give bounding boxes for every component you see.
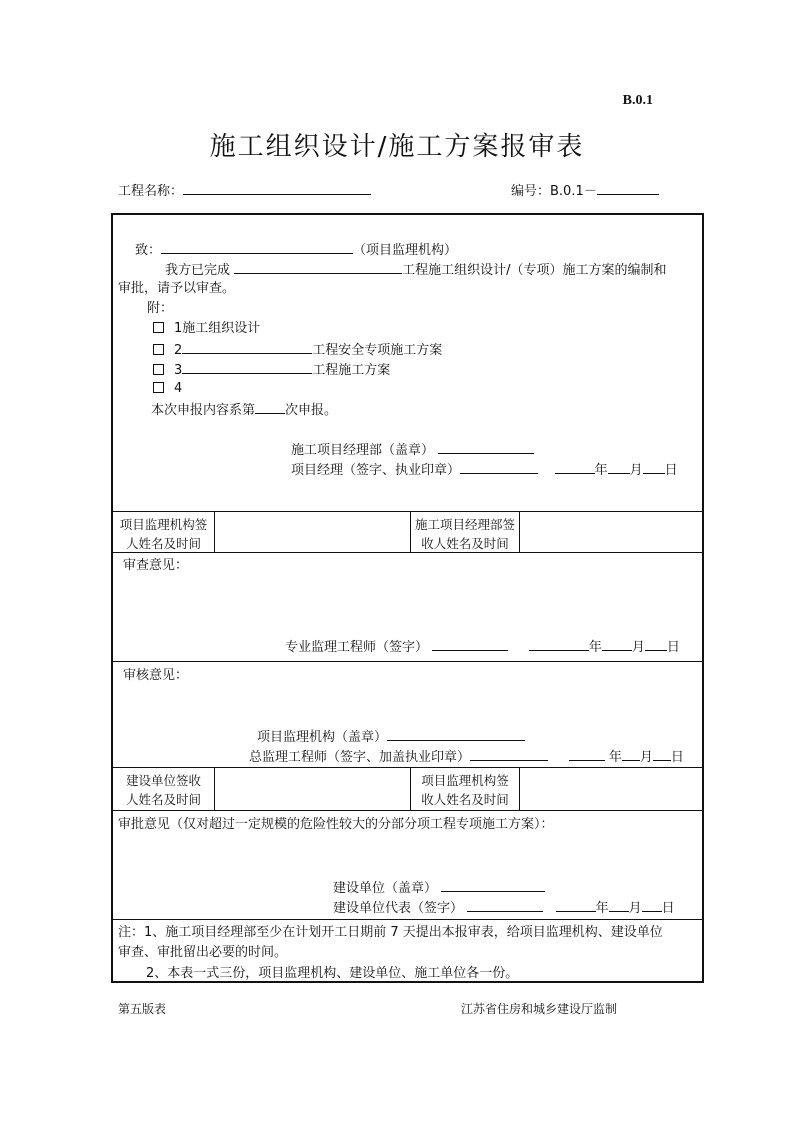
- pm-sign-field[interactable]: [460, 461, 538, 474]
- to-suffix: （项目监理机构）: [353, 243, 458, 258]
- contractor-seal-field[interactable]: [438, 441, 534, 454]
- date-year-field[interactable]: [529, 638, 589, 651]
- attachment-text: 工程安全专项施工方案: [312, 343, 443, 358]
- label-line: 施工项目经理部签: [414, 517, 515, 532]
- checkbox[interactable]: [153, 382, 164, 393]
- owner-rep-label: 建设单位代表（签字）: [333, 901, 464, 916]
- contractor-dept-row: [291, 441, 534, 459]
- month-label: 月: [628, 901, 642, 916]
- supervision-org-label: 项目监理机构（盖章）: [257, 730, 388, 745]
- serial-field[interactable]: [597, 182, 659, 195]
- divider: [113, 810, 702, 811]
- divider: [113, 552, 702, 553]
- checkbox[interactable]: [153, 322, 164, 333]
- attachment-2-field[interactable]: [182, 341, 312, 354]
- project-name-row: [118, 180, 371, 199]
- divider: [113, 661, 702, 662]
- date-year-field[interactable]: [555, 461, 595, 474]
- attachment-4: [153, 381, 182, 397]
- year-label: 年: [588, 640, 602, 655]
- date-year-field[interactable]: [556, 899, 596, 912]
- owner-seal-row: [333, 879, 545, 897]
- attachment-1: [153, 321, 260, 337]
- form-code: B.0.1: [622, 93, 653, 108]
- label-line: 人姓名及时间: [125, 792, 201, 807]
- owner-rep-row: [333, 899, 675, 917]
- attachment-number: 1: [174, 321, 183, 336]
- review-sign-row: [285, 638, 680, 656]
- attachment-3-field[interactable]: [182, 361, 312, 374]
- supervision-receiver-label-2: [411, 771, 519, 809]
- date-month-field[interactable]: [602, 638, 632, 651]
- month-label: 月: [631, 640, 645, 655]
- date-month-field[interactable]: [622, 748, 640, 761]
- project-name-field[interactable]: [183, 182, 371, 195]
- divider: [113, 767, 702, 768]
- pm-sign-label: 项目经理（签字、执业印章）: [291, 463, 461, 478]
- submission-row: [151, 401, 337, 419]
- divider: [214, 767, 215, 810]
- completed-prefix: 我方已完成: [165, 263, 231, 278]
- label-line: 收人姓名及时间: [421, 536, 509, 551]
- divider: [113, 511, 702, 512]
- date-month-field[interactable]: [609, 899, 629, 912]
- attachment-3: [153, 361, 390, 379]
- label-line: 建设单位签收: [125, 773, 201, 788]
- label-line: 项目监理机构签: [119, 517, 208, 532]
- label-line: 项目监理机构签: [421, 773, 509, 788]
- note-1: 注：1、施工项目经理部至少在计划开工日期前 7 天提出本报审表，给项目监理机构、建设单位: [118, 925, 663, 940]
- attachment-number: 3: [174, 363, 183, 378]
- to-row: [135, 241, 457, 259]
- attachment-text: 施工组织设计: [182, 321, 261, 336]
- review-label: 审查意见：: [123, 558, 189, 573]
- contractor-dept-label: 施工项目经理部（盖章）: [291, 443, 435, 458]
- label-line: 收人姓名及时间: [421, 792, 509, 807]
- submission-suffix: 次申报。: [285, 403, 338, 418]
- supervision-seal-field[interactable]: [387, 728, 525, 741]
- divider: [214, 511, 215, 552]
- supervision-receiver-label: [113, 515, 214, 553]
- contractor-receiver-label: [411, 515, 519, 553]
- divider: [113, 919, 702, 920]
- label-line: 人姓名及时间: [125, 536, 201, 551]
- footer-right: 江苏省住房和城乡建设厅监制: [461, 1002, 618, 1016]
- completed-field[interactable]: [234, 261, 402, 274]
- owner-seal-field[interactable]: [441, 879, 545, 892]
- year-label: 年: [595, 901, 609, 916]
- checkbox[interactable]: [153, 364, 164, 375]
- month-label: 月: [629, 463, 643, 478]
- chief-engineer-label: 总监理工程师（签字、加盖执业印章）: [249, 750, 471, 765]
- completed-suffix: 工程施工组织设计/（专项）施工方案的编制和: [402, 263, 667, 278]
- chief-engineer-row: [249, 748, 684, 766]
- form-table: [111, 213, 704, 983]
- completed-row: [165, 261, 667, 279]
- attachment-text: 工程施工方案: [312, 363, 391, 378]
- day-label: 日: [666, 640, 680, 655]
- owner-seal-label: 建设单位（盖章）: [333, 881, 438, 896]
- month-label: 月: [639, 750, 653, 765]
- date-day-field[interactable]: [645, 638, 667, 651]
- day-label: 日: [661, 901, 675, 916]
- serial-row: [511, 180, 659, 199]
- day-label: 日: [670, 750, 684, 765]
- review-sign-field[interactable]: [432, 638, 508, 651]
- to-field[interactable]: [161, 241, 353, 254]
- note-1-cont: 审查、审批留出必要的时间。: [118, 945, 288, 960]
- footer-left: 第五版表: [118, 1002, 167, 1016]
- owner-rep-field[interactable]: [467, 899, 543, 912]
- date-day-field[interactable]: [642, 899, 662, 912]
- day-label: 日: [664, 463, 678, 478]
- page-title: 施工组织设计/施工方案报审表: [209, 132, 585, 162]
- year-label: 年: [594, 463, 608, 478]
- date-month-field[interactable]: [608, 461, 630, 474]
- attachment-number: 4: [174, 381, 183, 396]
- approval-label: 审批意见（仅对超过一定规模的危险性较大的分部分项工程专项施工方案）：: [118, 817, 554, 832]
- attach-label: 附：: [147, 301, 174, 316]
- owner-receiver-label: [113, 771, 214, 809]
- divider: [519, 511, 520, 552]
- audit-label: 审核意见：: [123, 668, 189, 683]
- attachment-2: [153, 341, 442, 359]
- attachment-number: 2: [174, 343, 183, 358]
- checkbox[interactable]: [153, 344, 164, 355]
- supervision-org-row: [257, 728, 525, 746]
- serial-label: 编号：B.0.1－: [511, 184, 597, 199]
- to-label: 致：: [135, 243, 162, 258]
- date-day-field[interactable]: [653, 748, 671, 761]
- year-label: 年: [608, 750, 622, 765]
- pm-sign-row: [291, 461, 678, 479]
- chief-sign-field[interactable]: [470, 748, 548, 761]
- project-name-label: 工程名称：: [118, 184, 184, 199]
- approval-request: 审批，请予以审查。: [118, 281, 236, 296]
- submission-prefix: 本次申报内容系第: [151, 403, 256, 418]
- review-sign-label: 专业监理工程师（签字）: [285, 640, 429, 655]
- date-year-field[interactable]: [569, 748, 605, 761]
- submission-count-field[interactable]: [255, 401, 285, 414]
- note-2: 2、本表一式三份，项目监理机构、建设单位、施工单位各一份。: [146, 966, 519, 981]
- date-day-field[interactable]: [643, 461, 665, 474]
- divider: [519, 767, 520, 810]
